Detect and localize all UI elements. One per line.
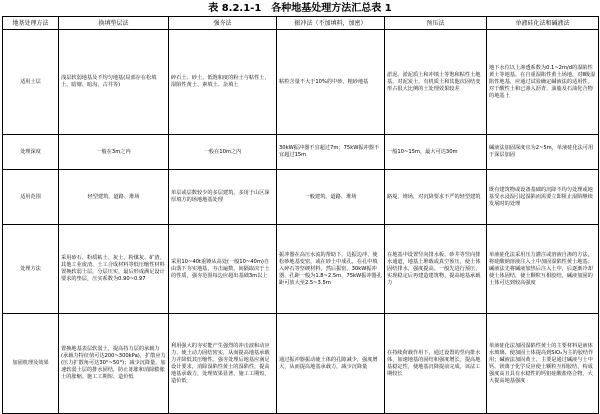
table-cell: 单液硅化法加固湿陷性黄土的主要材料是液体水玻璃，使加固土体提高到SiO₂为主的胶结作用；碱液法加固黄土，主要是通过碱液与土中钙、镁离子化学反应使土颗粒互相胶结，构成强度高且具有水稳性的钙铝硅酸盐络合物，大大提高地基强度 xyxy=(487,314,599,414)
row-label: 加固机理及效果 xyxy=(3,314,59,414)
row-label: 适用土层 xyxy=(3,30,59,135)
table-row xyxy=(3,314,599,414)
header-dynamic-compaction: 强夯法 xyxy=(169,17,277,30)
table-cell: 单层或层数较少的多层建筑，多用于山区深厚填方的场地地基处理 xyxy=(169,170,277,225)
table-cell: 一般在10m之内 xyxy=(169,135,277,170)
table-cell: 碱液法加固深度宜为2~5m，单液硅化法可用于深层加固 xyxy=(487,135,599,170)
table-cell: 浅层软弱地基及不均匀地基(局部存在松填土、暗塘、暗沟、古井等) xyxy=(59,30,169,135)
table-cell: 地下水位以上渗透系数为0.1~2m/d的湿陷性黄土等地基。在自重湿陷性黄土场地，对Ⅱ级湿陷性地基，应通过试验确定碱液法的适用性。对于酸性土和已渗入沥青、油脂及石油化合物的地基土 xyxy=(487,30,599,135)
table-cell: 既有建筑物或设备基础的沉降不均匀处理或地基受水浸湿引起湿陷而需要立即阻止湿陷继续发展时的处理 xyxy=(487,170,599,225)
header-row xyxy=(3,17,599,30)
row-label: 适用范围 xyxy=(3,170,59,225)
table-cell: 路堤、堆场，对沉降要求不严的轻型建筑 xyxy=(385,170,487,225)
table-cell: 在持续荷载作用下，通过设置的竖向排水体，加速地基的固结和强度增长，提高地基稳定性，使地基沉降提前完成，该法工期较长 xyxy=(385,314,487,414)
header-silicification: 单液硅化法和碱液法 xyxy=(487,17,599,30)
table-row xyxy=(3,135,599,170)
table-cell: 通过振冲器振动使土体的孔隙减少，强度增大，从而提高地基承载力，减少沉降量 xyxy=(277,314,385,414)
header-preloading: 预压法 xyxy=(385,17,487,30)
row-label: 处理方法 xyxy=(3,225,59,314)
table-cell: 一般10~15m，最大可达30m xyxy=(385,135,487,170)
table-cell: 在地基中设置竖向排水板、砂井等竖向排水通道，地基上堆载或真空预压，使土体固结排水，强度提高。一般先进行预压，实现稳定后再建造建筑物，提高地基承载力 xyxy=(385,225,487,314)
table-cell: 采用砂石、粉质粘土、灰土、粉煤灰、矿渣、其他工业废渣、土工合成材料等低压缩性材料置换软弱土层，分层压实，最后形成满足设计要求的垫层，压实系数为0.90~0.97 xyxy=(59,225,169,314)
table-cell: 单液硅化法采用压力灌注或溶液自渗的方法，将硅酸钠溶液注入土中加固湿陷性黄土地基；碱液法先将碱液加热后注入土中，后逐渐冷却使土体固结，使土颗粒互相胶结，碱液加固的土体可达到较高强度 xyxy=(487,225,599,314)
table-cell: 30kW振冲器不宜超过7m；75kW振冲器不宜超过15m xyxy=(277,135,385,170)
table-cell: 轻型建筑、道路、堆场 xyxy=(59,170,169,225)
table-cell: 振冲器在高压水流的帮助下，边振边冲，使松砂地基变密，或在砂土中成孔，在孔中填入碎石等坚硬材料，然后振密。30kW振冲器，孔距一般为1.8~2.5m，75kW振冲器孔距可放大至2.5~3.5m xyxy=(277,225,385,314)
table-cell: 淤泥、淤泥质土和冲填土等饱和粘性土地基，对泥炭土、有机质土和其他次固结变形占很大比例的土处理效果较差 xyxy=(385,30,487,135)
header-replacement: 换填垫层法 xyxy=(59,17,169,30)
table-title: 表 8.2.1-1 各种地基处理方法汇总表 1 xyxy=(208,3,392,14)
summary-table xyxy=(2,16,599,414)
table-cell: 粘粒含量不大于10%的中砂、粗砂地基 xyxy=(277,30,385,135)
table-cell: 一般在3m之内 xyxy=(59,135,169,170)
row-label: 处理深度 xyxy=(3,135,59,170)
header-method: 地基处理方法 xyxy=(3,17,59,30)
table-cell: 置换地基表层软弱土，提高持力层的承载力(承载力特征值可达200~300kPa)，扩散应力(压力扩散角可达30°~50°)；减少沉降量，加速软弱土层的排水固结，防止冻胀和消除膨胀土的胀缩。施工工期短、造价低 xyxy=(59,314,169,414)
table-cell: 采用10~40t重锤从高处(一般10~40m)自由落下夯实地基，夯击遍数、间隔取决于土的性质，强夯范围每边应超出基础3m以上 xyxy=(169,225,277,314)
table-cell: 利用强大的夯实能产生强烈的冲击波和动应力，使土动力固结密实，从而提高地基承载力并降低其压缩性。强夯处理后地基应满足设计要求，消除湿陷性黄土的湿陷性，提高地基承载力，处理效果显著，施工工期短，造价低 xyxy=(169,314,277,414)
table-row xyxy=(3,225,599,314)
table-cell: 碎石土、砂土、低饱和度的粉土与粘性土、湿陷性黄土、素填土、杂填土 xyxy=(169,30,277,135)
table-row xyxy=(3,30,599,135)
header-vibroflotation: 振冲法（不加填料，加密） xyxy=(277,17,385,30)
table-cell: 一般建筑、道路、堆场 xyxy=(277,170,385,225)
table-row xyxy=(3,170,599,225)
